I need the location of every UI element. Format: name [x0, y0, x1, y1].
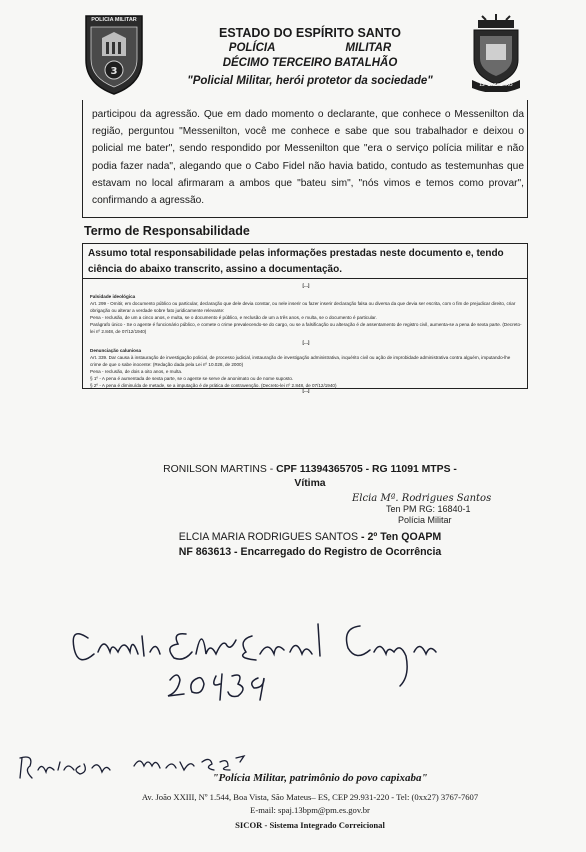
legal-ellipsis-mid: [...] [302, 340, 310, 345]
legal-ellipsis-top: [...] [302, 283, 310, 288]
handwritten-signature-witness [60, 596, 480, 706]
stamp-name: Elcia Mª. Rodrigues Santos [352, 493, 492, 504]
victim-ids: CPF 11394365705 - RG 11091 MTPS - [276, 464, 457, 475]
denunciacao-title: Denunciação caluniosa [90, 348, 142, 353]
footer-address: Av. João XXIII, Nº 1.544, Boa Vista, São Mateus– ES, CEP 29.931-220 - Tel: (0xx27) 3767-7607 [141, 792, 479, 802]
falsidade-paragraph: Parágrafo único - Se o agente é funcionário público, e comete o crime prevalecendo-se do cargo, ou se a falsificação ou alteração é de assentamento de registro civil, aumenta-se a pena de sexta parte. (Decreto-lei nº 2.848, de 07/12/1940) [90, 322, 522, 334]
stamp-rank: Ten PM RG: 16840-1 [386, 504, 471, 514]
legal-ellipsis-bottom: [...] [302, 388, 310, 393]
responsibility-text: Assumo total responsabilidade pelas informações prestadas neste documento e, tendo ciência do abaixo transcrito, assino a documentação. [88, 248, 504, 275]
header-motto: "Policial Militar, herói protetor da sociedade" [187, 75, 433, 87]
denunciacao-p1: § 1º - A pena é aumentada de sexta parte, se o agente se serve de anonimato ou de nome suposto. [90, 376, 294, 381]
victim-name: RONILSON MARTINS - [163, 464, 277, 475]
footer-system: SICOR - Sistema Integrado Correicional [235, 820, 385, 830]
statement-text: participou da agressão. Que em dado momento o declarante, que conhece o Messenilton da região, perguntou "Messenilton, você me conhece e sabe que sou trabalhador e deixou o policial me bater", sendo respondido por Messenilton que "era o serviço polícia militar e não podia fazer nada", alegando que o Cabo Fidel não havia batido, contudo as testemunhas que estavam no local afirmaram a ambos que "bateu sim", "nós vimos e temos como provar", confirmando a agressão. [92, 109, 524, 207]
header-police-b: MILITAR [345, 42, 392, 54]
police-badge-logo [82, 12, 146, 96]
denunciacao-penalty: Pena - reclusão, de dois a oito anos, e multa. [90, 369, 183, 374]
victim-role: Vítima [294, 478, 326, 489]
footer-motto: "Polícia Militar, patrimônio do povo capixaba" [212, 772, 428, 784]
officer-rank: - 2º Ten QOAPM [358, 531, 442, 543]
falsidade-penalty: Pena - reclusão, de um a cinco anos, e multa, se o documento é público, e reclusão de um a três anos, e multa, se o documento é particular. [90, 315, 377, 320]
battalion-crest-logo [468, 14, 524, 92]
officer-registration: NF 863613 - Encarregado do Registro de Ocorrência [178, 546, 442, 558]
stamp-org: Polícia Militar [398, 515, 452, 525]
header-state: ESTADO DO ESPÍRITO SANTO [219, 26, 401, 40]
officer-signature-block [140, 530, 480, 560]
victim-signature-block [140, 463, 480, 491]
footer-email: E-mail: spaj.13bpm@pm.es.gov.br [250, 805, 370, 815]
denunciacao-p2: § 2º - A pena é diminuída de metade, se a imputação é de prática de contravenção. (Decreto-lei nº 2.848, de 07/12/1940) [90, 383, 337, 388]
badge-left-text: POLICIA MILITAR [91, 17, 137, 23]
badge-right-text: 13º BATALHÃO [479, 82, 513, 87]
denunciacao-article: Art. 339. Dar causa à instauração de investigação policial, de processo judicial, instauração de investigação administrativa, inquérito civil ou ação de improbidade administrativa contra alguém, imputando-lhe crime de que o sabe inocente: (Redação dada pela Lei nº 10.028, de 2000) [90, 355, 511, 367]
falsidade-article: Art. 299 - Omitir, em documento público ou particular, declaração que dele devia constar, ou nele inserir ou fazer inserir declaração falsa ou diversa da que devia ser escrita, com o fim de prejudicar direito, criar obrigação ou alterar a verdade sobre fato juridicamente relevante: [90, 301, 516, 313]
officer-stamp [352, 493, 512, 526]
officer-name: ELCIA MARIA RODRIGUES SANTOS [178, 531, 359, 543]
svg-text:3: 3 [110, 66, 118, 77]
header-police-a: POLÍCIA [228, 42, 276, 54]
header-police [160, 42, 460, 54]
falsidade-title: Falsidade ideológica [90, 294, 136, 299]
terms-title: Termo de Responsabilidade [84, 224, 250, 238]
header-battalion: DÉCIMO TERCEIRO BATALHÃO [222, 57, 398, 69]
